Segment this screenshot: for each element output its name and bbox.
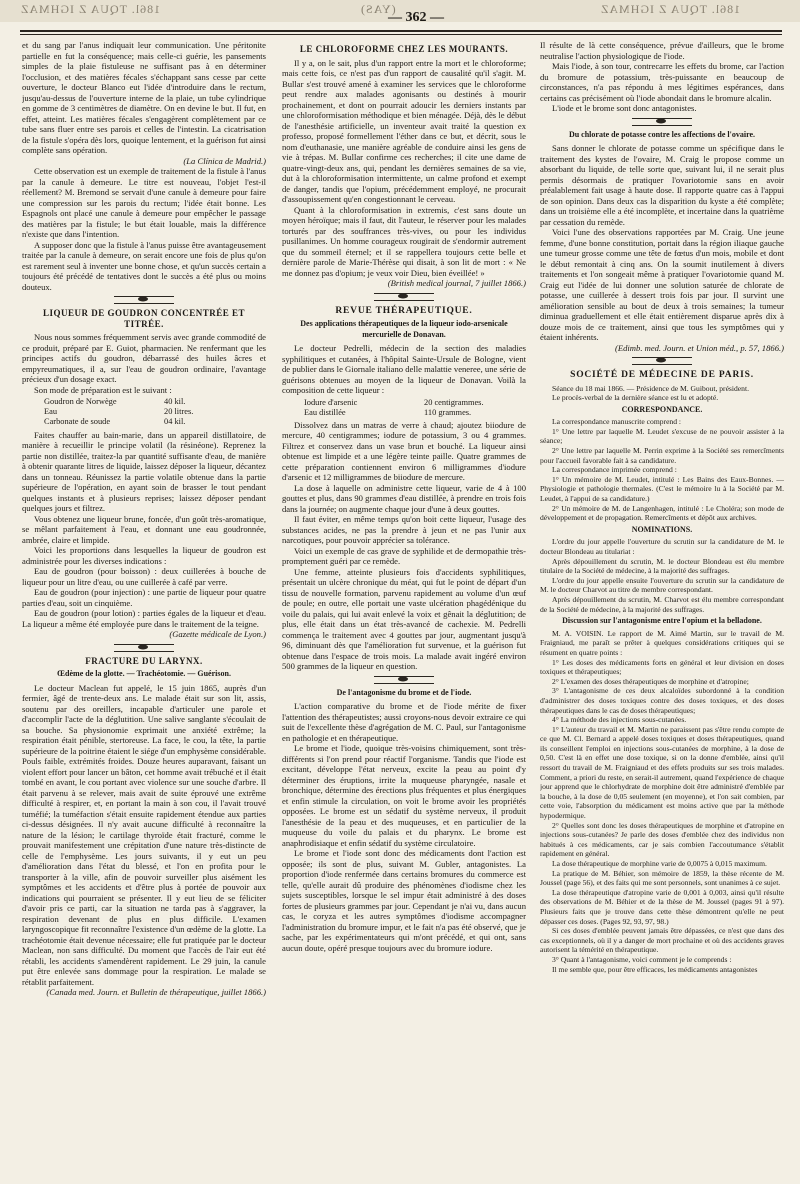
paragraph: Il y a, on le sait, plus d'un rapport entre la mort et le chloroforme; mais cette fois, ce n'est pas d'un rapport de causalité qu'il s'agit. M. Bullar s'est trouvé amené à examiner les services que le chloroforme peut rendre aux malades agonisants ou destinés à mourir prochainement, et dont on pourrait adoucir les derniers instants par une chloroformisation méthodique et bien ménagée. Déjà, dès le début de l'anesthésie artificielle, un inventeur avait traité la question ex professo, proposé formellement l'éther dans ce but, et décrit, sous le nom d'euthanasie, une manière agréable de conduire ainsi les gens de vie à trépas. M. Bullar confirme ces recherches; il cite une dame de quatre-vingt-deux ans, qui, pendant les dernières semaines de sa vie, dut à la chloroformisation intermittente, un calme profond et exempt de danger, tandis que l'opium, précédemment employé, ne procurait d'assoupissement qu'en congestionnant le cerveau. [282, 57, 526, 204]
recipe-quantity: 110 grammes. [424, 407, 472, 417]
citation: (Edimb. med. Journ. et Union méd., p. 57, 1866.) [615, 342, 784, 353]
paragraph: 1° L'auteur du travail et M. Martin ne paraissent pas s'être rendu compte de ce que M. Cl. Bernard a appelé doses toxiques et doses thérapeutiques, quand ils conseillent l'emploi en injections sous-cutanées de morphine, à la dose de 0,50. C'est là en effet une dose toxique, si on la donne d'emblée, ainsi qu'il ressort du travail de M. Fraigniaud et des effets produits sur ses trois malades. Comment, a priori du reste, en serait-il autrement, quand l'expérience de chaque jour apprend que le chlorhydrate de morphine doit être administré d'emblée par la bouche, à la dose de 0,05 seulement (en moyenne), et l'on sait combien, par cette voie, l'absorption du médicament est moins active que par la méthode hypodermique. [540, 724, 784, 821]
paragraph: Faites chauffer au bain-marie, dans un appareil distillatoire, de manière à recueillir le principe volatil (la résinéone). Reprenez la partie non distillée, traitez-la par quantité suffisante d'eau, de manière à obtenir quarante litres de liquide, laissez déposer la liqueur, décantez dans un tonneau. Réunissez la partie volatile obtenue dans la partie supérieure de l'opération, en ayant soin de brasser le tout pendant quelques instants et à plusieurs reprises; laissez déposer pendant quelques jours et filtrez. [22, 429, 266, 514]
recipe-quantity: 20 centigrammes. [424, 397, 484, 407]
mirrored-text-center: (YAS) [360, 2, 396, 16]
recipe-quantity: 04 kil. [164, 417, 186, 427]
paragraph: La dose thérapeutique de morphine varie de 0,0075 à 0,015 maximum. [552, 859, 767, 868]
header-rule [20, 30, 782, 35]
paragraph: Sans donner le chlorate de potasse comme un spécifique dans le traitement des kystes de l'ovaire, M. Craig le propose comme un absorbant du liquide, de telle sorte que, suivant lui, il ne serait plus permis désormais de pratiquer l'ovariotomie sans en avoir préalablement fait usage à haute dose. Il rapporte quatre cas à l'appui de son opinion. Dans deux cas la disparition du kyste a été complète; dans un troisième elle a été incomplète, et incertaine dans la quatrième par cessation du remède. [540, 143, 784, 227]
recipe-quantity: 40 kil. [164, 397, 186, 406]
paragraph: 1° Une lettre par laquelle M. Leudet s'excuse de ne pouvoir assister à la séance; [540, 426, 784, 446]
section-ornament [632, 118, 692, 126]
section-heading: REVUE THÉRAPEUTIQUE. [335, 305, 473, 316]
paragraph: Vous obtenez une liqueur brune, foncée, d'un goût très-aromatique, se mêlant parfaitement à l'eau, et donnant une eau goudronnée, ambrée, claire et limpide. [22, 513, 266, 545]
paragraph: L'ordre du jour appelle l'ouverture du scrutin sur la candidature de M. le docteur Blondeau au titulariat : [540, 537, 784, 556]
paragraph: 4° La méthode des injections sous-cutanées. [552, 715, 687, 725]
recipe-row [44, 407, 266, 417]
page-number: — 362 — [388, 10, 444, 25]
paragraph: Après dépouillement du scrutin, M. Charvot est élu membre correspondant de la Société de médecine, à la majorité des suffrages. [540, 594, 784, 614]
paragraph: Voici un exemple de cas grave de syphilide et de dermopathie très-promptement guéri par ce remède. [282, 545, 526, 567]
paragraph: Le procès-verbal de la dernière séance est lu et adopté. [552, 393, 719, 403]
paragraph: Eau de goudron (pour boisson) : deux cuillerées à bouche de liqueur pour un litre d'eau, ou une cuillerée à café par verre. [22, 566, 266, 587]
paragraph: Le docteur Pedrelli, médecin de la section des maladies syphilitiques et cutanées, à l'hôpital Sainte-Ursule de Bologne, vient de publier dans le Giornale italiano delle malattie veneree, une série de guérisons obtenues au moyen de la liqueur de Donavan. Voilà la composition de cette liqueur : [282, 343, 526, 395]
mirrored-text-right: 186l. TQUA Z IGHMAZ [600, 2, 741, 16]
citation: (La Clínica de Madrid.) [183, 155, 266, 166]
recipe-list [44, 397, 266, 428]
section-heading: SOCIÉTÉ DE MÉDECINE DE PARIS. [570, 370, 754, 380]
paragraph: Si ces doses d'emblée peuvent jamais être dépassées, ce n'est que dans des cas exceptionnels, où il y a danger de mort prochaine et où des accidents graves autorisent la témérité en thérapeutique. [540, 926, 784, 955]
paragraph: 1° Les doses des médicaments forts en général et leur division en doses toxiques et thérapeutiques; [540, 657, 784, 677]
recipe-ingredient: Goudron de Norwège [44, 397, 117, 406]
paragraph: Dissolvez dans un matras de verre à chaud; ajoutez biiodure de mercure, 40 centigrammes; iodure de potassium, 3 ou 4 grammes. Filtrez et conservez dans un vase brun et bouché. La liqueur ainsi obtenue est limpide et a une légère teinte paille. Quatre grammes de cette préparation contiennent environ 6 milligrammes d'iodure d'arsenic et 12 milligrammes de biiodure de mercure. [282, 419, 526, 483]
paragraph: Eau de goudron (pour lotion) : parties égales de la liqueur et d'eau. La liqueur a même été employée pure dans le traitement de la teigne. [22, 608, 266, 629]
recipe-row [304, 408, 526, 418]
section-subheading: Œdème de la glotte. — Trachéotomie. — Guérison. [57, 669, 231, 679]
paragraph: La dose thérapeutique d'atropine varie de 0,001 à 0,003, ainsi qu'il résulte des observations de M. Béhier et de la thèse de M. Joussel (pages 91 à 97). Plusieurs faits que je trouve dans cette thèse démontrent qu'elle ne peut dépasser ces doses. (Pages 92, 93, 97, 98.) [540, 887, 784, 926]
recipe-ingredient: Eau distillée [304, 407, 346, 417]
paragraph: Il me semble que, pour être efficaces, les médicaments antagonistes [552, 964, 758, 974]
paragraph: Le brome et l'iode, quoique très-voisins chimiquement, sont très-différents si l'on prend pour réactif l'organisme. Tandis que l'iode est excitant, développe l'état nerveux, excite la peau au point d'y déterminer des éruptions, irrite la muqueuse pharyngée, nasale et bronchique, détermine des érections plus fréquentes et plus énergiques et enfin stimule la circulation, on voit le brome avoir les propriétés opposées. Le brome est un sédatif du système nerveux, il produit l'anesthésie de la peau et des muqueuses, et en particulier de la muqueuse du voile du palais et du pharynx. Le brome est anaphrodisiaque et enfin sédatif du système circulatoire. [282, 743, 526, 848]
section-heading: FRACTURE DU LARYNX. [85, 655, 203, 666]
section-subheading: Discussion sur l'antagonisme entre l'opium et la belladone. [562, 616, 762, 626]
paragraph: L'action comparative du brome et de l'iode mérite de fixer l'attention des thérapeutistes; aussi croyons-nous devoir extraire ce qui suit de l'excellente thèse d'agrégation de M. C. Paul, sur l'antagonisme en pathologie et en thérapeutique. [282, 701, 526, 743]
section-ornament [374, 676, 434, 684]
paragraph: et du sang par l'anus indiquait leur communication. Une péritonite partielle en fut la conséquence; mais celle-ci guérie, les pansements simples de la plaie fistuleuse ne suffisant pas à en déterminer l'occlusion, et des matières fécales s'échappant sans cesse par cette ouverture, le docteur Blanco eut l'idée d'introduire dans le rectum, jusqu'au-dessus de l'ouverture interne de la plaie, un tube cylindrique en gomme de 3 centimètres de diamètre. On en devine le but. Il fut, en effet, atteint. Les matières fécales s'engagèrent complètement par ce tube sans fluer entre ses parois et celles de l'intestin. La cicatrisation de la fistule s'opéra dès lors, quoique lentement, et la guérison fut ainsi complète sans opération. [22, 40, 266, 155]
paragraph: La dose à laquelle on administre cette liqueur, varie de 4 à 100 gouttes et plus, dans 90 grammes d'eau distillée, à prendre en trois fois dans la journée; on augmente chaque jour d'une à deux gouttes. [282, 482, 526, 514]
paragraph: Le brome et l'iode sont donc des médicaments dont l'action est opposée; ils sont de plus, suivant M. Gubler, antagonistes. La proportion d'iode renfermée dans certains bromures du commerce est telle, qu'elle aurait dû produire des phénomènes d'iodisme chez les sujets susceptibles, lorsque le sel impur était administré à des doses fortes de plusieurs grammes par jour. Cependant je n'ai vu, dans aucun cas, le coryza et les autres symptômes d'iodisme accompagner l'administration du bromure impur, et le fait n'a pas été observé, que je sache, par les expérimentateurs qui m'ont précédé, et qui ont, sans aucun doute, opéré presque toujours avec du bromure iodure. [282, 848, 526, 953]
paragraph: 2° Quelles sont donc les doses thérapeutiques de morphine et d'atropine en injections sous-cutanées? Je parle des doses d'emblée chez des individus non habitués à ces médicaments, car je sais combien l'accoutumance s'établit rapidement en général. [540, 820, 784, 859]
paragraph: 3° L'antagonisme de ces deux alcaloïdes subordonné à la condition d'administrer des doses toxiques contre des doses toxiques, et des doses thérapeutiques dans le cas de doses thérapeutiques; [540, 686, 784, 715]
section-subheading: De l'antagonisme du brome et de l'iode. [336, 687, 472, 697]
paragraph: Quant à la chloroformisation in extremis, c'est sans doute un moyen héroïque; mais il faut, dit l'auteur, le réserver pour les malades torturés par des souffrances très-vives, ou pour les individus pusillanimes. Un homme courageux rougirait de s'endormir autrement que du sommeil éternel; et il se rappellera toujours cette belle et dernière parole de Marie-Thérèse qui disait, à son lit de mort : « Ne me donnez pas d'opium; je veux voir Dieu, bien éveillée! » [282, 204, 526, 278]
section-ornament [114, 644, 174, 652]
paragraph: 3° Quant à l'antagonisme, voici comment je le comprends : [552, 954, 732, 964]
paragraph: La correspondance imprimée comprend : [552, 465, 677, 475]
paragraph: Eau de goudron (pour injection) : une partie de liqueur pour quatre parties d'eau, soit un cinquième. [22, 587, 266, 608]
paragraph: La correspondance manuscrite comprend : [552, 417, 682, 427]
paragraph: Il faut éviter, en même temps qu'on boit cette liqueur, l'usage des substances acides, ne pas la prendre à jeun et ne pas l'unir aux narcotiques, pour pouvoir apprécier sa tolérance. [282, 514, 526, 546]
column-1 [22, 40, 266, 1178]
paragraph: Mais l'iode, à son tour, contrecarre les effets du brome, car l'action du bromure de potassium, très-puissante en beaucoup de circonstances, n'a pas répondu à mes légitimes espérances, dans certains cas précisément où l'iode abondait dans le bromure alcalin. [540, 61, 784, 103]
section-subheading: CORRESPONDANCE. [621, 404, 703, 414]
recipe-quantity: 20 litres. [164, 407, 194, 417]
paragraph: Nous nous sommes fréquemment servis avec grande commodité de ce produit, préparé par E. Guiot, pharmacien. Ne renfermant que les principes actifs du goudron, débarrassé des huiles âcres et empyreumatiques, il a, sur l'eau de goudron ordinaire, l'avantage précieux d'un dosage exact. [22, 332, 266, 384]
minutes-block [540, 384, 784, 975]
paragraph: Une femme, atteinte plusieurs fois d'accidents syphilitiques, présentait un ulcère chronique du méat, qui fut le point de départ d'un tissu de nouvelle formation, parvenu rapidement au volume d'un œuf de poule; en outre, elle portait une vaste ulcération phagédénique du voile du palais, qui lui avait enlevé la voix et gênait la déglutition; de plus, elle était dans un état très-avancé de cachexie. M. Pedrelli commença le traitement avec 4 gouttes par jour, augmentant jusqu'à 96, diminuant dès que l'amélioration fut survenue, et la guérison fut obtenue dans l'espace de trois mois. La malade avait ingéré environ 500 grammes de la liqueur en question. [282, 566, 526, 672]
paragraph: Il résulte de là cette conséquence, prévue d'ailleurs, que le brome neutralise l'action physiologique de l'iode. [540, 40, 784, 61]
recipe-row [44, 397, 266, 407]
paragraph: Son mode de préparation est le suivant : [34, 384, 172, 395]
recipe-list [304, 398, 526, 418]
paragraph: 2° Un mémoire de M. de Langenhagen, intitulé : Le Choléra; son mode de développement et de propagation. Remercîments et dépôt aux archives. [540, 503, 784, 523]
paragraph: La pratique de M. Béhier, son mémoire de 1859, la thèse récente de M. Joussel (page 56), et des faits qui me sont personnels, sont unanimes à ce sujet. [540, 868, 784, 888]
paragraph: Cette observation est un exemple de traitement de la fistule à l'anus par la canule à demeure. Le titre est nouveau, l'objet l'est-il réellement? M. Bremond se servait d'une canule à demeure pour faire une compression sur les parois du rectum; l'idée était bonne. Les Espagnols ont placé une canule à demeure pour empêcher le passage des matières par la fistule; le but était louable, mais la différence n'existe que dans l'intention. [22, 166, 266, 239]
recipe-ingredient: Iodure d'arsenic [304, 397, 358, 407]
paragraph: M. A. VOISIN. Le rapport de M. Aimé Martin, sur le travail de M. Fraigniaud, me paraît se prêter à quelques considérations critiques qui se résument en quatre points : [540, 628, 784, 657]
paragraph: L'ordre du jour appelle ensuite l'ouverture du scrutin sur la candidature de M. le docteur Charvot au titre de membre correspondant. [540, 575, 784, 595]
section-ornament [374, 293, 434, 301]
column-2 [282, 40, 526, 1178]
section-subheading: Du chlorate de potasse contre les affections de l'ovaire. [568, 129, 756, 139]
column-3 [540, 40, 784, 1178]
paragraph: 2° Une lettre par laquelle M. Perrin exprime à la Société ses remercîments pour l'accueil favorable fait à sa candidature. [540, 446, 784, 465]
citation: (Canada med. Journ. et Bulletin de thérapeutique, juillet 1866.) [46, 987, 266, 998]
paragraph: Après dépouillement du scrutin, M. le docteur Blondeau est élu membre titulaire de la Société de médecine, à la majorité des suffrages. [540, 556, 784, 576]
paragraph: 2° L'examen des doses thérapeutiques de morphine et d'atropine; [552, 676, 749, 686]
paragraph: Voici l'une des observations rapportées par M. Craig. Une jeune femme, d'une bonne constitution, portait dans la région iliaque gauche une tumeur grosse comme une tête de fœtus d'un mois, mobile et dont le début remontait à cinq ans. On la soumit inutilement à divers traitements et l'on songeait même à pratiquer l'ovariotomie quand M. Craig eut l'idée de lui donner une solution saturée de chlorate de potasse, une cuillerée à dessert trois fois par jour. Il survint une amélioration sensible au bout de deux à trois semaines; la tumeur diminua graduellement et elle était entièrement disparue après dix à douze mois de ce traitement, ainsi que tous les symptômes qui y étaient inhérents. [540, 227, 784, 342]
section-ornament [114, 296, 174, 304]
citation: (Gazette médicale de Lyon.) [169, 629, 266, 640]
paragraph: Voici les proportions dans lesquelles la liqueur de goudron est administrée pour les diverses indications : [22, 545, 266, 566]
section-heading: LIQUEUR DE GOUDRON CONCENTRÉE ET TITRÉE. [42, 308, 246, 329]
section-heading: LE CHLOROFORME CHEZ LES MOURANTS. [299, 44, 509, 54]
recipe-row [304, 398, 526, 408]
paragraph: L'iode et le brome sont donc antagonistes. [552, 103, 697, 113]
citation: (British medical journal, 7 juillet 1866.) [387, 278, 526, 288]
section-subheading: NOMINATIONS. [631, 524, 693, 534]
section-subheading: Des applications thérapeutiques de la liqueur iodo-arsenicale mercurielle de Donavan. [300, 319, 508, 339]
recipe-ingredient: Eau [44, 407, 58, 417]
mirrored-text-left: 186l. TQUA Z IGHMAZ [20, 2, 161, 16]
paragraph: 1° Un mémoire de M. Leudet, intitulé : Les Bains des Eaux-Bonnes. — Physiologie et pathologie thermales. (C'est le mémoire lu à la Société par M. Leudet, à l'appui de sa candidature.) [540, 474, 784, 504]
section-ornament [632, 357, 692, 365]
paragraph: A supposer donc que la fistule à l'anus puisse être avantageusement traitée par la canule à demeure, on serait encore une fois de plus qu'on est rarement seul à inventer une bonne chose, et qu'un succès certain a toujours été précédé de tentatives dont le succès a été plus ou moins douteux. [22, 239, 266, 292]
recipe-row [44, 417, 266, 427]
recipe-ingredient: Carbonate de soude [44, 417, 111, 427]
paragraph: Séance du 18 mai 1866. — Présidence de M. Guibout, président. [552, 383, 749, 393]
paragraph: Le docteur Maclean fut appelé, le 15 juin 1865, auprès d'un fermier, âgé de trente-deux ans. Le malade était sur son lit, assis, soutenu par des oreillers, incapable d'articuler une parole et d'accomplir l'acte de la déglutition. Une salive sanglante s'écoulait de sa bouche. Sa physionomie exprimait une anxiété extrême; la respiration était pénible, stertoreuse. La face, le cou, la tête, la partie supérieure de la poitrine étaient le siége d'un emphysème considérable. Pouls faible, extrémités froides. Douze heures auparavant, faisant un violent effort pour lancer un bâton, cet homme avait trébuché et il était tombé en avant, le cou portant avec violence sur une souche d'arbre. Il était parvenu à se relever, mais avait de suite éprouvé une extrême difficulté à respirer, et, en portant la main à son cou, il l'avait trouvé tuméfié; la tuméfaction s'était ensuite rapidement étendue aux parties ci-dessus désignées. Il n'y avait aucune difficulté à reconnaître la nature de la lésion; le cartilage thyroïde était fracturé, comme le prouvait manifestement une crépitation d'une nature très-distincte de celle de l'emphysème. Les jours suivants, il y eut un peu d'amélioration dans l'état du blessé, et l'on en profita pour le transporter à la ville, afin de pouvoir surveiller plus aisément les symptômes et les accidents et d'être plus à portée de pouvoir aux indications qui pourraient se présenter. Il y eut lieu de se féliciter d'avoir pris ce parti, car la situation ne tarda pas à s'aggraver, la respiration devenant de plus en plus difficile. L'examen laryngoscopique fit reconnaître l'existence d'un œdème de la glotte. La trachéotomie était devenue nécessaire; elle fut pratiquée par le docteur Maclean, non sans difficulté. Du moment que l'accès de l'air eut été rétabli, les accidents s'amendèrent rapidement. Le 29 juin, la canule put être enlevée sans dommage pour la respiration. Le malade se rétablit parfaitement. [22, 682, 266, 987]
